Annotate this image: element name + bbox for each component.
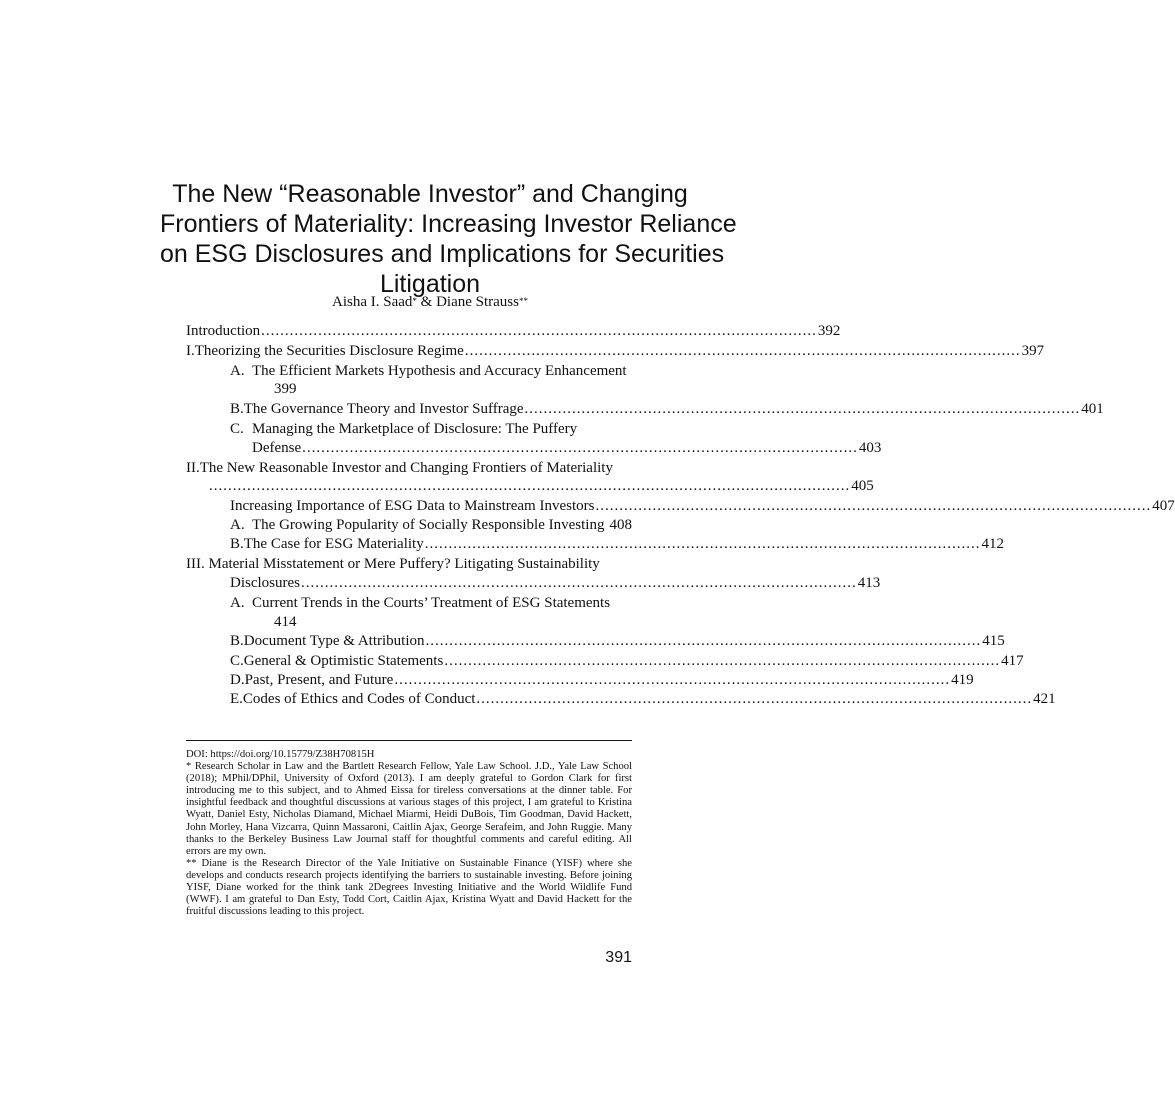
- toc-page-number: 397: [1021, 343, 1045, 359]
- footnote: ** Diane is the Research Director of the Yale Initiative on Sustainable Finance (YISF) where she develops and conducts research projects identifying the barriers to sustainable investing. Before joining YISF, Diane worked for the think tank 2Degrees Investing Initiative and the World Wildlife Fund (WWF). I am grateful to Dan Esty, Todd Cort, Caitlin Ajax, Kristina Wyatt and David Hackett for the fruitful discussions leading to this project.: [186, 857, 632, 918]
- toc-entry[interactable]: III. Material Misstatement or Mere Puffery? Litigating Sustainability: [186, 556, 600, 572]
- toc-entry-title: I.Theorizing the Securities Disclosure Regime: [186, 343, 464, 359]
- toc-page-number: 405: [851, 478, 874, 494]
- toc-leader: .....................................................................................................................: [302, 440, 858, 456]
- toc-entry-title: Current Trends in the Courts’ Treatment of ESG Statements: [252, 595, 611, 611]
- toc-leader: .....................................................................................................................: [524, 401, 1081, 417]
- toc-entry[interactable]: [230, 594, 610, 612]
- toc-entry[interactable]: [186, 342, 1045, 360]
- toc-entry[interactable]: [230, 362, 627, 380]
- toc-entry[interactable]: [230, 690, 1056, 708]
- title-line: on ESG Disclosures and Implications for Securities: [160, 240, 725, 268]
- toc-entry-title: Introduction: [186, 323, 261, 339]
- toc-entry[interactable]: II.The New Reasonable Investor and Changing Frontiers of Materiality: [186, 460, 613, 476]
- toc-entry-title: Codes of Ethics and Codes of Conduct: [242, 691, 476, 707]
- title-line: Litigation: [379, 270, 481, 298]
- footnote-divider: [186, 740, 632, 741]
- toc-entry-continuation[interactable]: [230, 574, 881, 592]
- toc-leader: .....................................................................................................................: [424, 536, 981, 552]
- toc-leader: .....................................................................................................................: [476, 691, 1033, 707]
- toc-entry[interactable]: [230, 420, 577, 438]
- toc-leader: .....................................................................................................................: [444, 653, 1001, 669]
- toc-entry-label: B.: [230, 401, 244, 417]
- toc-entry[interactable]: [230, 516, 632, 534]
- toc-page-number: 419: [951, 672, 974, 688]
- toc-entry-label: A.: [230, 595, 245, 611]
- toc-page-number: 421: [1033, 691, 1056, 707]
- toc-leader: .....................................................................................................................: [595, 498, 1152, 514]
- toc-entry-label: A.: [230, 517, 245, 533]
- toc-entry-label: A.: [230, 363, 245, 379]
- toc-page-number: 399: [274, 381, 297, 397]
- toc-entry-title: The Efficient Markets Hypothesis and Accuracy Enhancement: [252, 363, 627, 379]
- toc-entry-label: D.: [230, 672, 245, 688]
- toc-entry-label: C.: [230, 421, 244, 437]
- toc-entry[interactable]: [230, 652, 1024, 670]
- author-name: Diane Strauss: [436, 294, 519, 310]
- toc-entry-label: C.: [230, 653, 244, 669]
- author-separator: &: [416, 294, 437, 310]
- toc-entry-title: The Case for ESG Materiality: [243, 536, 424, 552]
- toc-entry-title: Defense: [252, 440, 302, 456]
- article-title: [160, 179, 737, 299]
- toc-leader: .....................................................................................................................: [261, 323, 817, 339]
- toc-page-number: 407: [1152, 498, 1175, 514]
- toc-page-number: 414: [274, 614, 297, 630]
- doi-line[interactable]: DOI: https://doi.org/10.15779/Z38H70815H: [186, 749, 375, 760]
- toc-entry-label: B.: [230, 536, 244, 552]
- toc-page-number: 408: [609, 517, 632, 533]
- toc-page-number: 415: [982, 633, 1005, 649]
- toc-entry-title: Increasing Importance of ESG Data to Mainstream Investors: [230, 498, 595, 514]
- toc-entry-title: The Growing Popularity of Socially Responsible Investing: [252, 517, 605, 533]
- toc-leader: .....................................................................................................................: [425, 633, 982, 649]
- toc-entry[interactable]: [230, 632, 1005, 650]
- toc-leader: .....................................................................................................................: [301, 575, 857, 591]
- toc-entry-title: Document Type & Attribution: [243, 633, 425, 649]
- toc-entry-title: Disclosures: [230, 575, 300, 591]
- footnote: * Research Scholar in Law and the Bartlett Research Fellow, Yale Law School. J.D., Yale Law School (2018); MPhil/DPhil, University of Oxford (2013). I am deeply grateful to Gordon Clark for first introducing me to this subject, and to Ahmed Eissa for tireless conversations at the dinner table. For insightful feedback and thoughtful discussions at various stages of this project, I am grateful to Kristina Wyatt, Daniel Esty, Nicholas Diamand, Michael Miarmi, Heidi DuBois, Tim Goodman, David Hackett, John Morley, Hana Vizcarra, Quinn Massaroni, Caitlin Ajax, George Serafeim, and John Ruggie. Many thanks to the Berkeley Business Law Journal staff for thoughtful comments and careful editing. All errors are my own.: [186, 761, 632, 857]
- toc-leader: .....................................................................................................................: [464, 343, 1021, 359]
- toc-entry[interactable]: [230, 497, 1175, 515]
- footnote-marker[interactable]: **: [518, 296, 528, 306]
- author-byline: [160, 292, 700, 311]
- toc-page-number: 417: [1001, 653, 1024, 669]
- title-line: Frontiers of Materiality: Increasing Investor Reliance: [160, 210, 737, 238]
- page-number: 391: [605, 949, 632, 966]
- toc-entry[interactable]: [230, 535, 1004, 553]
- title-line: The New “Reasonable Investor” and Changing: [172, 180, 688, 208]
- footnote-marker[interactable]: *: [412, 296, 417, 306]
- toc-entry[interactable]: [230, 671, 974, 689]
- toc-leader: .......................................................................................................................................: [209, 478, 851, 494]
- toc-entry-continuation[interactable]: [208, 477, 874, 495]
- toc-entry-label: E.: [230, 691, 243, 707]
- toc-page-number: 401: [1081, 401, 1104, 417]
- toc-entry-continuation[interactable]: [252, 439, 882, 457]
- toc-entry-title: Managing the Marketplace of Disclosure: The Puffery: [252, 421, 578, 437]
- toc-entry-title: General & Optimistic Statements: [243, 653, 444, 669]
- toc-entry-label: B.: [230, 633, 244, 649]
- toc-page-number: 403: [858, 440, 882, 456]
- author-name: Aisha I. Saad: [332, 294, 413, 310]
- toc-entry[interactable]: [186, 322, 841, 340]
- toc-page-number: 412: [981, 536, 1004, 552]
- toc-page-number: 413: [857, 575, 881, 591]
- footnotes: [186, 749, 632, 918]
- toc-leader: .....................................................................................................................: [394, 672, 951, 688]
- toc-entry-title: Past, Present, and Future: [244, 672, 394, 688]
- toc-entry[interactable]: [230, 400, 1104, 418]
- toc-page-number: 392: [817, 323, 841, 339]
- toc-entry-title: The Governance Theory and Investor Suffrage: [243, 401, 524, 417]
